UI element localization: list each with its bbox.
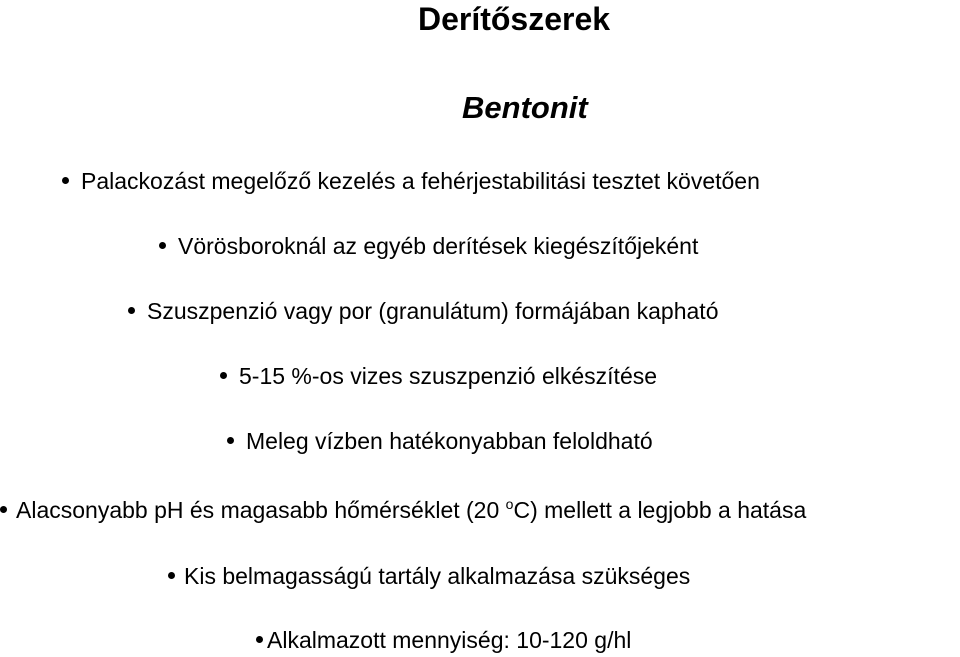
superscript-degree: o bbox=[505, 496, 514, 512]
bullet-item-6 bbox=[0, 496, 806, 524]
bullet-text-continued: C) mellett a legjobb a hatása bbox=[513, 497, 807, 523]
bullet-dot-icon bbox=[0, 506, 7, 513]
bullet-dot-icon bbox=[168, 572, 175, 579]
bullet-item-7 bbox=[168, 562, 690, 590]
bullet-dot-icon bbox=[159, 242, 166, 249]
bullet-item-2 bbox=[159, 232, 698, 260]
bullet-item-8 bbox=[256, 626, 631, 654]
bullet-text: Vörösboroknál az egyéb derítések kiegészítőjeként bbox=[178, 233, 699, 259]
bullet-text: Szuszpenzió vagy por (granulátum) formájában kapható bbox=[147, 298, 719, 324]
bullet-item-3 bbox=[128, 297, 719, 325]
page-title: Derítőszerek bbox=[417, 1, 611, 37]
bullet-dot-icon bbox=[227, 437, 234, 444]
bullet-text: 5-15 %-os vizes szuszpenzió elkészítése bbox=[239, 363, 658, 389]
bullet-dot-icon bbox=[256, 636, 263, 643]
bullet-text: Palackozást megelőző kezelés a fehérjestabilitási tesztet követően bbox=[81, 168, 760, 194]
bullet-item-5 bbox=[227, 427, 653, 455]
bullet-text: Meleg vízben hatékonyabban feloldható bbox=[246, 428, 653, 454]
bullet-text: Alkalmazott mennyiség: 10-120 g/hl bbox=[267, 627, 632, 653]
bullet-text: Kis belmagasságú tartály alkalmazása szükséges bbox=[184, 563, 691, 589]
bullet-item-1 bbox=[62, 167, 760, 195]
bullet-dot-icon bbox=[62, 177, 69, 184]
section-subtitle: Bentonit bbox=[462, 90, 588, 125]
bullet-dot-icon bbox=[128, 307, 135, 314]
bullet-dot-icon bbox=[220, 372, 227, 379]
bullet-item-4 bbox=[220, 362, 657, 390]
bullet-text: Alacsonyabb pH és magasabb hőmérséklet (20 bbox=[16, 497, 506, 523]
